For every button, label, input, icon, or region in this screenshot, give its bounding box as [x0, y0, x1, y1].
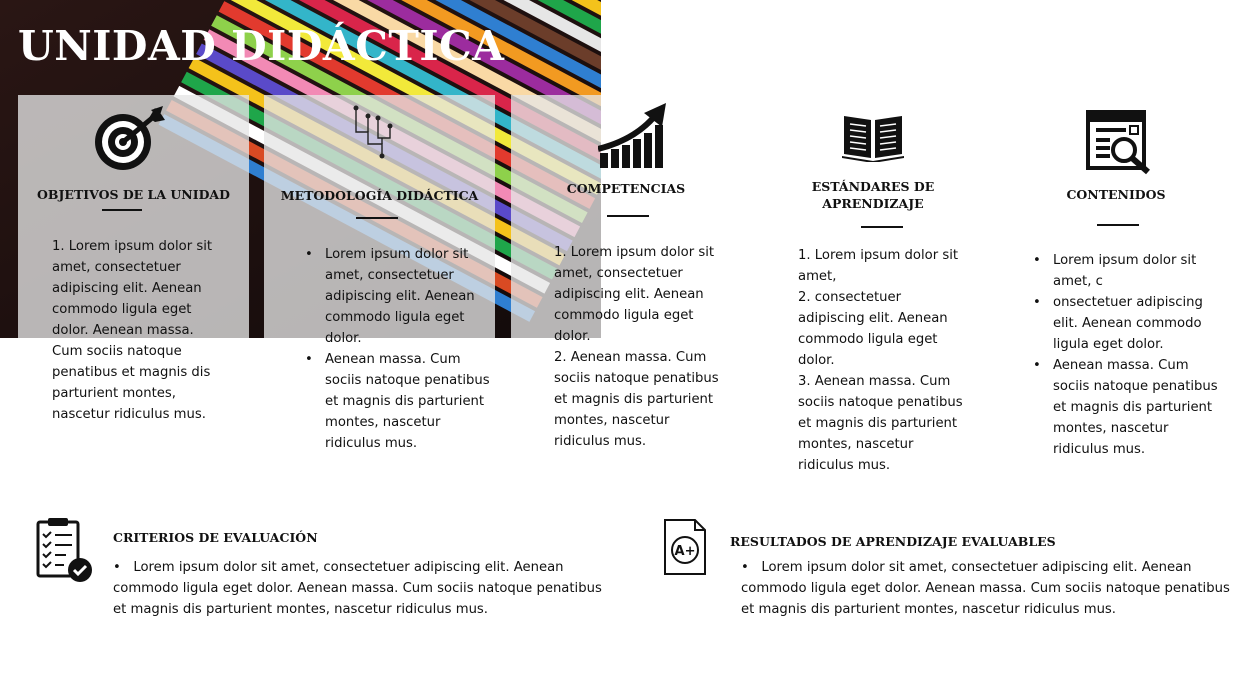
- list-item: • onsectetuer adipiscing elit. Aenean commodo ligula eget dolor.: [1033, 292, 1233, 355]
- list-item: • Lorem ipsum dolor sit amet, consectetuer adipiscing elit. Aenean commodo ligula eget dolor.: [305, 244, 505, 349]
- list-item: • Aenean massa. Cum sociis natoque penatibus et magnis dis parturient montes, nascetur ridiculus mus.: [1033, 355, 1233, 460]
- metodologia-text: [305, 244, 505, 454]
- grade-document-icon: [663, 518, 707, 576]
- resultados-text: • Lorem ipsum dolor sit amet, consectetuer adipiscing elit. Aenean commodo ligula eget dolor. Aenean massa. Cum sociis natoque penatibus et magnis dis parturient montes, nascetur ridiculus mus.: [741, 560, 1230, 617]
- open-book-icon: [842, 110, 904, 162]
- divider: [607, 215, 649, 217]
- contenidos-text: [1033, 250, 1233, 460]
- list-item: • Lorem ipsum dolor sit amet, c: [1033, 250, 1233, 292]
- growth-chart-icon: [598, 103, 668, 169]
- criterios-text: • Lorem ipsum dolor sit amet, consectetuer adipiscing elit. Aenean commodo ligula eget dolor. Aenean massa. Cum sociis natoque penatibus et magnis dis parturient montes, nascetur ridiculus mus.: [113, 560, 602, 617]
- divider: [861, 226, 903, 228]
- objetivos-text: 1. Lorem ipsum dolor sit amet, consectetuer adipiscing elit. Aenean commodo ligula eget dolor. Aenean massa. Cum sociis natoque penatibus et magnis dis parturient montes, nascetur ridiculus mus.: [52, 239, 213, 422]
- target-icon: [89, 106, 167, 172]
- heading-estandares: ESTÁNDARES DE APRENDIZAJE: [811, 179, 935, 211]
- heading-metodologia: METODOLOGÍA DIDÁCTICA: [280, 188, 479, 203]
- divider: [102, 209, 142, 211]
- competencias-text: 1. Lorem ipsum dolor sit amet, consectetuer adipiscing elit. Aenean commodo ligula eget dolor. 2. Aenean massa. Cum sociis natoque penatibus et magnis dis parturient montes, nascetur ridiculus mus.: [554, 245, 719, 449]
- heading-objetivos: OBJETIVOS DE LA UNIDAD: [37, 187, 230, 202]
- divider: [356, 217, 398, 219]
- flowchart-icon: [352, 104, 398, 160]
- web-search-icon: [1086, 110, 1152, 176]
- heading-resultados: RESULTADOS DE APRENDIZAJE EVALUABLES: [730, 534, 1056, 549]
- heading-criterios: CRITERIOS DE EVALUACIÓN: [113, 530, 318, 545]
- heading-competencias: COMPETENCIAS: [566, 181, 686, 196]
- divider: [1097, 224, 1139, 226]
- page-title: UNIDAD DIDÁCTICA: [18, 22, 505, 70]
- heading-contenidos: CONTENIDOS: [1066, 187, 1166, 202]
- estandares-text: 1. Lorem ipsum dolor sit amet, 2. consectetuer adipiscing elit. Aenean commodo ligula eget dolor. 3. Aenean massa. Cum sociis natoque penatibus et magnis dis parturient montes, nascetur ridiculus mus.: [798, 248, 963, 473]
- grade-label: A+: [674, 544, 696, 559]
- list-item: • Aenean massa. Cum sociis natoque penatibus et magnis dis parturient montes, nascetur ridiculus mus.: [305, 349, 505, 454]
- clipboard-check-icon: [36, 516, 94, 584]
